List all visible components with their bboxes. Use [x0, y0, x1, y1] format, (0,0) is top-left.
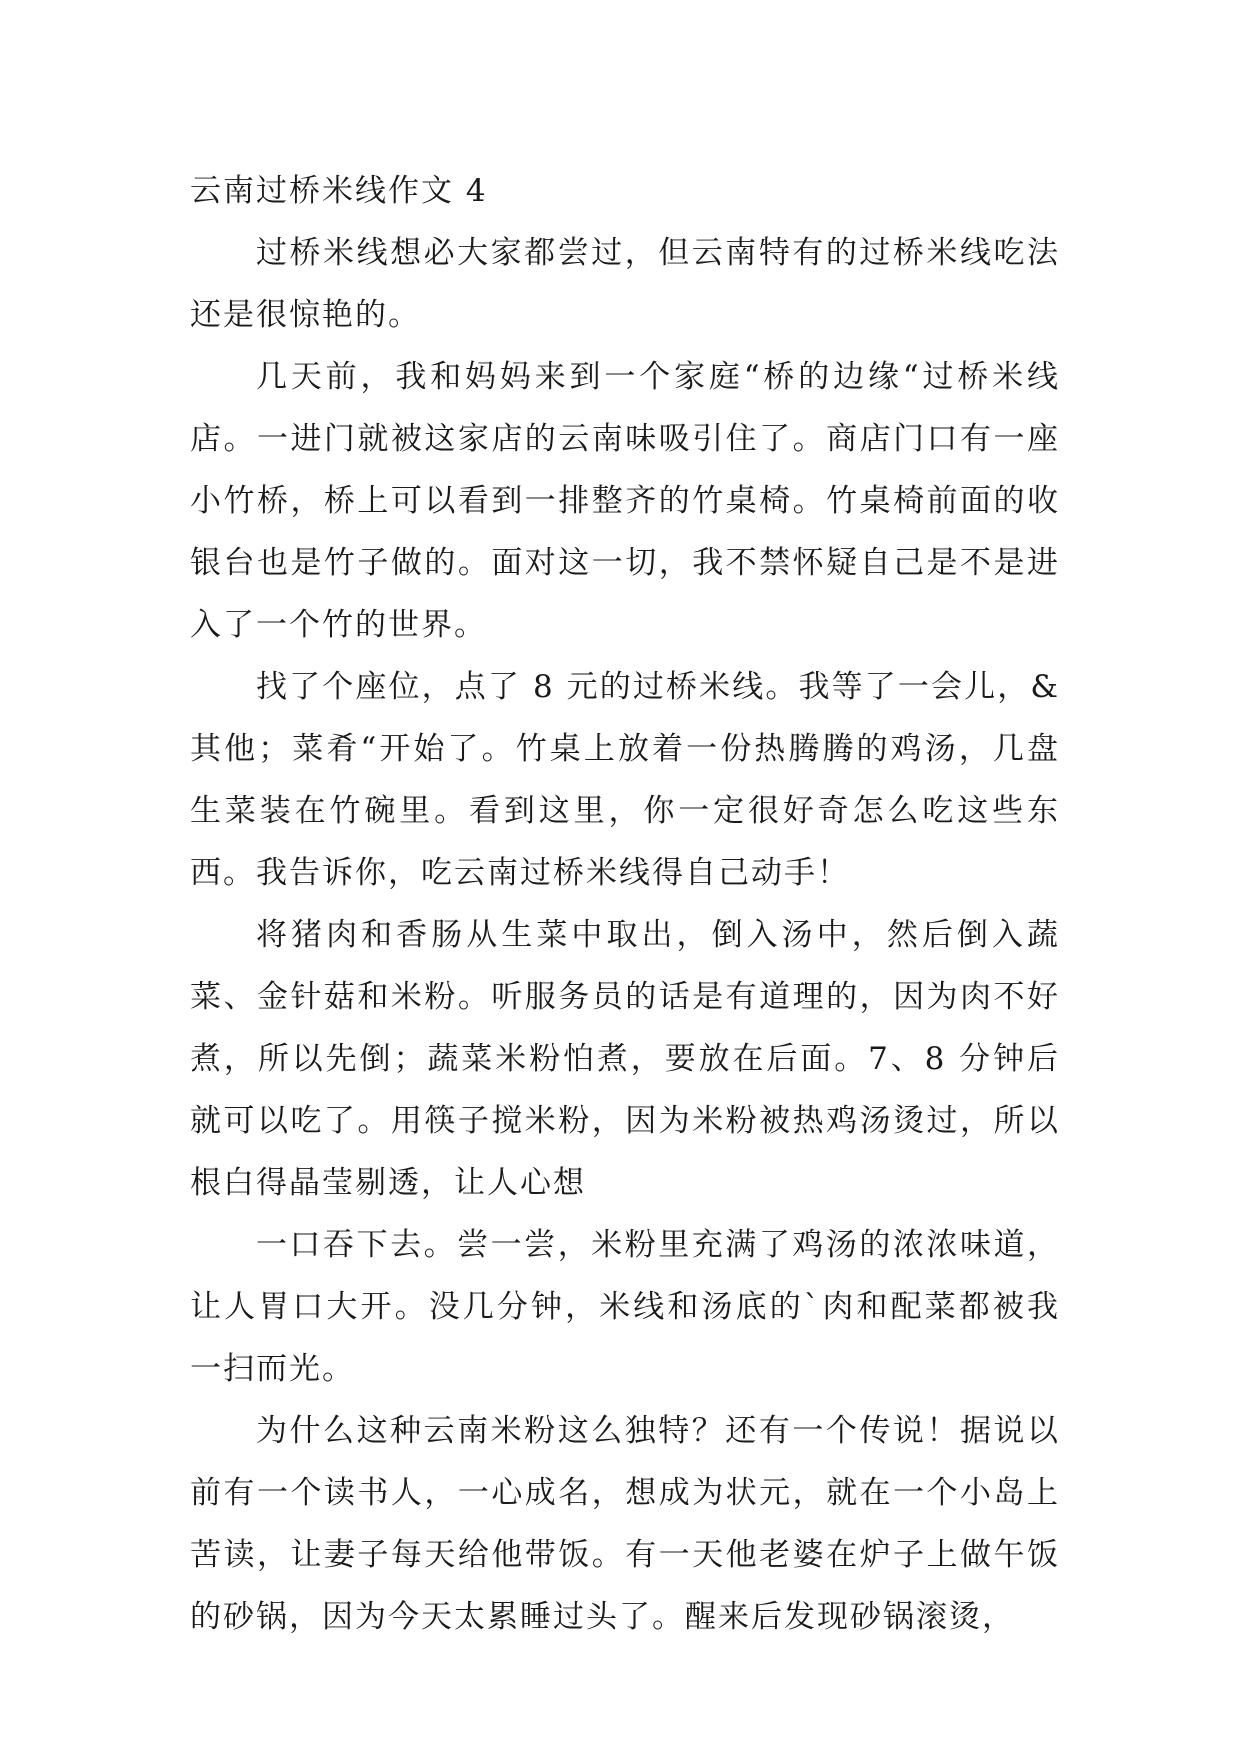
- paragraph-6: 为什么这种云南米粉这么独特？还有一个传说！据说以前有一个读书人，一心成名，想成为状元，就在一个小岛上苦读，让妻子每天给他带饭。有一天他老婆在炉子上做午饭的砂锅，因为今天太累睡过头了。醒来后发现砂锅滚烫，: [190, 1413, 1060, 1635]
- paragraph-5: 一口吞下去。尝一尝，米粉里充满了鸡汤的浓浓味道，让人胃口大开。没几分钟，米线和汤底的`肉和配菜都被我一扫而光。: [190, 1227, 1060, 1387]
- paragraph-4: 将猪肉和香肠从生菜中取出，倒入汤中，然后倒入蔬菜、金针菇和米粉。听服务员的话是有道理的，因为肉不好煮，所以先倒；蔬菜米粉怕煮，要放在后面。7、8 分钟后就可以吃了。用筷子搅米粉，因为米粉被热鸡汤烫过，所以根白得晶莹剔透，让人心想: [190, 917, 1060, 1201]
- essay-body: [190, 160, 1060, 1648]
- paragraph-2: 几天前，我和妈妈来到一个家庭“桥的边缘“过桥米线店。一进门就被这家店的云南味吸引住了。商店门口有一座小竹桥，桥上可以看到一排整齐的竹桌椅。竹桌椅前面的收银台也是竹子做的。面对这一切，我不禁怀疑自己是不是进入了一个竹的世界。: [190, 359, 1060, 643]
- paragraph-3: 找了个座位，点了 8 元的过桥米线。我等了一会儿，&其他；菜肴“开始了。竹桌上放着一份热腾腾的鸡汤，几盘生菜装在竹碗里。看到这里，你一定很好奇怎么吃这些东西。我告诉你，吃云南过桥米线得自己动手！: [190, 669, 1060, 891]
- essay-title: 云南过桥米线作文 4: [190, 173, 488, 209]
- paragraph-1: 过桥米线想必大家都尝过，但云南特有的过桥米线吃法还是很惊艳的。: [190, 235, 1060, 333]
